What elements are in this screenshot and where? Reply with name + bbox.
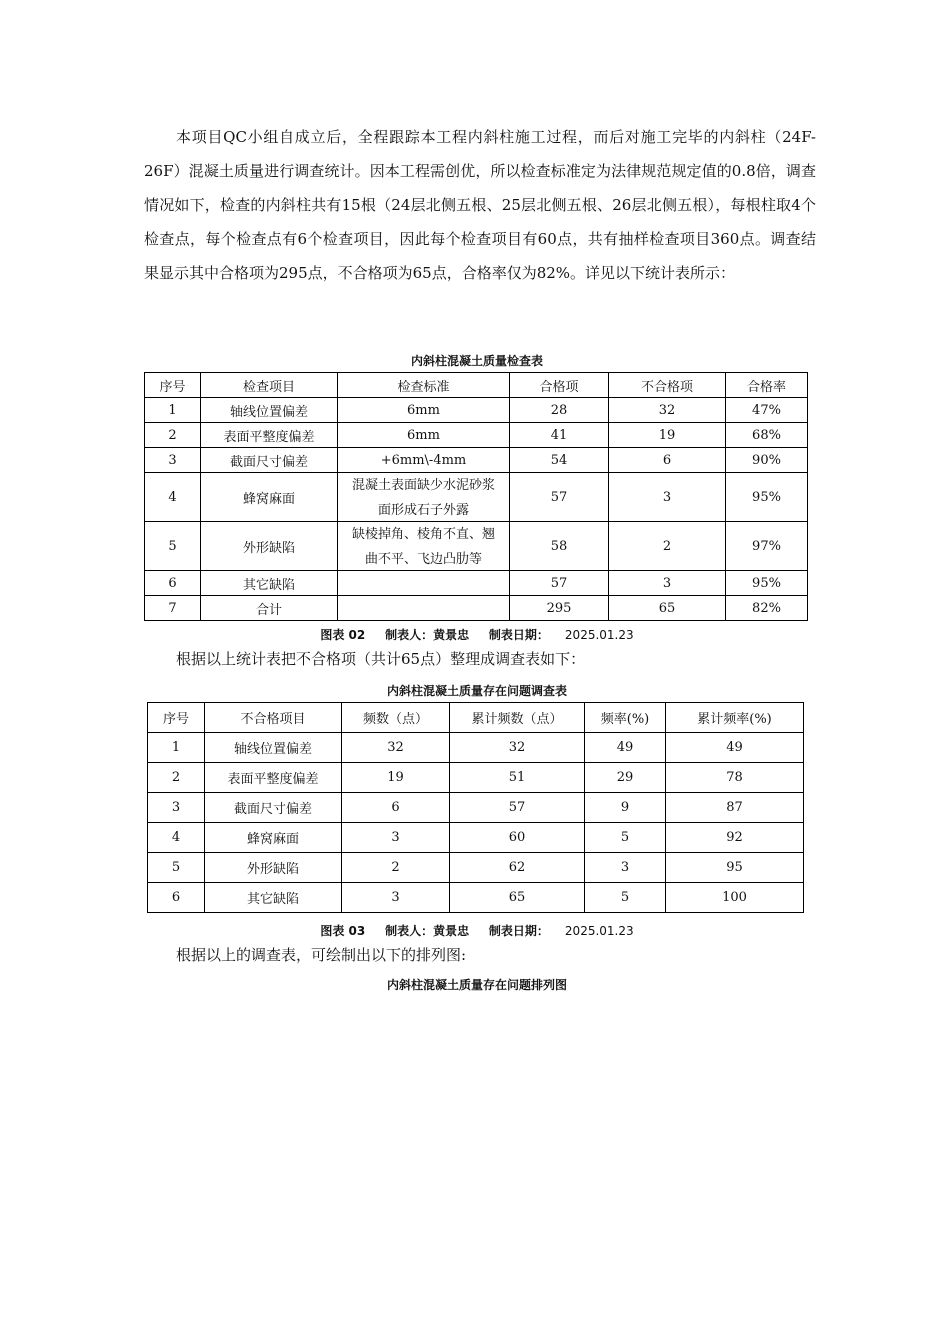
table-cell: 95: [666, 853, 804, 883]
table-cell: 3: [148, 793, 205, 823]
table-maker: 制表人：黄景忠: [385, 924, 470, 938]
table-cell: 7: [145, 596, 201, 621]
column-header: 频率(%): [585, 703, 666, 733]
column-header: 序号: [145, 373, 201, 398]
table-cell: 57: [510, 473, 609, 522]
table-cell: 32: [342, 733, 450, 763]
table-cell: 92: [666, 823, 804, 853]
column-header: 不合格项: [609, 373, 726, 398]
table-cell: 截面尺寸偏差: [201, 448, 338, 473]
table-cell: 60: [450, 823, 585, 853]
column-header: 序号: [148, 703, 205, 733]
column-header: 不合格项目: [205, 703, 342, 733]
table-cell-standard: [338, 522, 510, 571]
table-cell: 82%: [726, 596, 808, 621]
table-cell: 47%: [726, 398, 808, 423]
table-row: [145, 423, 808, 448]
table-cell: 蜂窝麻面: [205, 823, 342, 853]
table-cell: 6mm: [338, 398, 510, 423]
table1-caption: [144, 626, 810, 643]
table-cell: 90%: [726, 448, 808, 473]
table-row: [148, 793, 804, 823]
table-cell: 3: [585, 853, 666, 883]
table-cell: 3: [342, 823, 450, 853]
transition-text-2: 根据以上的调查表，可绘制出以下的排列图:: [176, 946, 467, 964]
table-cell: 6mm: [338, 423, 510, 448]
table-cell: 65: [609, 596, 726, 621]
table-cell: 6: [148, 883, 205, 913]
intro-paragraph: 本项目QC小组自成立后，全程跟踪本工程内斜柱施工过程，而后对施工完毕的内斜柱（24F-26F）混凝土质量进行调查统计。因本工程需创优，所以检查标准定为法律规范规定值的0.8倍，调查情况如下，检查的内斜柱共有15根（24层北侧五根、25层北侧五根、26层北侧五根），每根柱取4个检查点，每个检查点有6个检查项目，因此每个检查项目有60点，共有抽样检查项目360点。调查结果显示其中合格项为295点，不合格项为65点，合格率仅为82%。详见以下统计表所示：: [144, 128, 816, 282]
table-cell: 295: [510, 596, 609, 621]
table-cell: 2: [609, 522, 726, 571]
table-row: [145, 473, 808, 522]
table-row: [148, 823, 804, 853]
table-cell: 41: [510, 423, 609, 448]
column-header: 累计频数（点）: [450, 703, 585, 733]
table-row: [148, 733, 804, 763]
table-cell: 62: [450, 853, 585, 883]
transition-text-1: 根据以上统计表把不合格项（共计65点）整理成调查表如下：: [176, 650, 586, 668]
table-maker: 制表人：黄景忠: [385, 628, 470, 642]
table-cell: 97%: [726, 522, 808, 571]
table-header-row: [145, 373, 808, 398]
column-header: 检查项目: [201, 373, 338, 398]
table-row: [148, 883, 804, 913]
table-cell: 51: [450, 763, 585, 793]
table-cell: 2: [342, 853, 450, 883]
table-cell: 3: [342, 883, 450, 913]
figure-number: 图表 02: [320, 628, 366, 642]
column-header: 频数（点）: [342, 703, 450, 733]
table-cell: 6: [145, 571, 201, 596]
table-cell: 5: [145, 522, 201, 571]
table-cell: 5: [148, 853, 205, 883]
table-cell: 4: [148, 823, 205, 853]
column-header: 检查标准: [338, 373, 510, 398]
table-cell: 合计: [201, 596, 338, 621]
table-cell: 外形缺陷: [201, 522, 338, 571]
table-cell: 5: [585, 823, 666, 853]
table-cell: 29: [585, 763, 666, 793]
table-cell: 外形缺陷: [205, 853, 342, 883]
table-cell: 32: [450, 733, 585, 763]
table-cell: 4: [145, 473, 201, 522]
problem-survey-table: [147, 702, 804, 913]
column-header: 合格率: [726, 373, 808, 398]
table-cell: 表面平整度偏差: [201, 423, 338, 448]
table-row: [145, 448, 808, 473]
table-row: [145, 522, 808, 571]
figure-number: 图表 03: [320, 924, 366, 938]
inspection-table: [144, 372, 808, 621]
table-cell: 1: [148, 733, 205, 763]
table-cell: 49: [666, 733, 804, 763]
table-cell: 2: [145, 423, 201, 448]
table-cell: 54: [510, 448, 609, 473]
table-cell: 2: [148, 763, 205, 793]
table-cell-standard: [338, 473, 510, 522]
table1-title: 内斜柱混凝土质量检查表: [410, 354, 543, 368]
table-cell: 6: [609, 448, 726, 473]
table-cell: 78: [666, 763, 804, 793]
standard-text: 混凝土表面缺少水泥砂浆面形成石子外露: [351, 478, 495, 518]
pareto-chart-title: 内斜柱混凝土质量存在问题排列图: [386, 978, 567, 992]
table-cell: 截面尺寸偏差: [205, 793, 342, 823]
table-row: [148, 853, 804, 883]
column-header: 合格项: [510, 373, 609, 398]
table-cell: 87: [666, 793, 804, 823]
table2-caption: [144, 922, 810, 939]
table-cell: 57: [450, 793, 585, 823]
table-cell: 28: [510, 398, 609, 423]
table-cell: 6: [342, 793, 450, 823]
table-date: 2025.01.23: [564, 924, 634, 938]
table-row-total: [145, 596, 808, 621]
table-cell: 轴线位置偏差: [201, 398, 338, 423]
table-cell: 100: [666, 883, 804, 913]
table-cell: 表面平整度偏差: [205, 763, 342, 793]
date-label: 制表日期：: [488, 924, 549, 938]
table-cell: 3: [609, 473, 726, 522]
table-cell: [338, 596, 510, 621]
table-row: [145, 398, 808, 423]
table-cell: 57: [510, 571, 609, 596]
table-cell: 1: [145, 398, 201, 423]
table-header-row: [148, 703, 804, 733]
table2-title: 内斜柱混凝土质量存在问题调查表: [386, 684, 567, 698]
table-cell: 5: [585, 883, 666, 913]
table-cell: 49: [585, 733, 666, 763]
table-cell: 19: [342, 763, 450, 793]
table-cell: +6mm\-4mm: [338, 448, 510, 473]
date-label: 制表日期：: [488, 628, 549, 642]
table-cell: 9: [585, 793, 666, 823]
table-cell: 32: [609, 398, 726, 423]
table-cell: 其它缺陷: [201, 571, 338, 596]
table-cell: 其它缺陷: [205, 883, 342, 913]
table-cell: [338, 571, 510, 596]
table-cell: 68%: [726, 423, 808, 448]
standard-text: 缺棱掉角、棱角不直、翘曲不平、飞边凸肋等: [351, 527, 495, 567]
table-cell: 轴线位置偏差: [205, 733, 342, 763]
table-cell: 65: [450, 883, 585, 913]
table-row: [148, 763, 804, 793]
table-row: [145, 571, 808, 596]
table-cell: 58: [510, 522, 609, 571]
table-date: 2025.01.23: [564, 628, 634, 642]
column-header: 累计频率(%): [666, 703, 804, 733]
table-cell: 95%: [726, 571, 808, 596]
table-cell: 19: [609, 423, 726, 448]
table-cell: 蜂窝麻面: [201, 473, 338, 522]
table-cell: 95%: [726, 473, 808, 522]
table-cell: 3: [609, 571, 726, 596]
table-cell: 3: [145, 448, 201, 473]
